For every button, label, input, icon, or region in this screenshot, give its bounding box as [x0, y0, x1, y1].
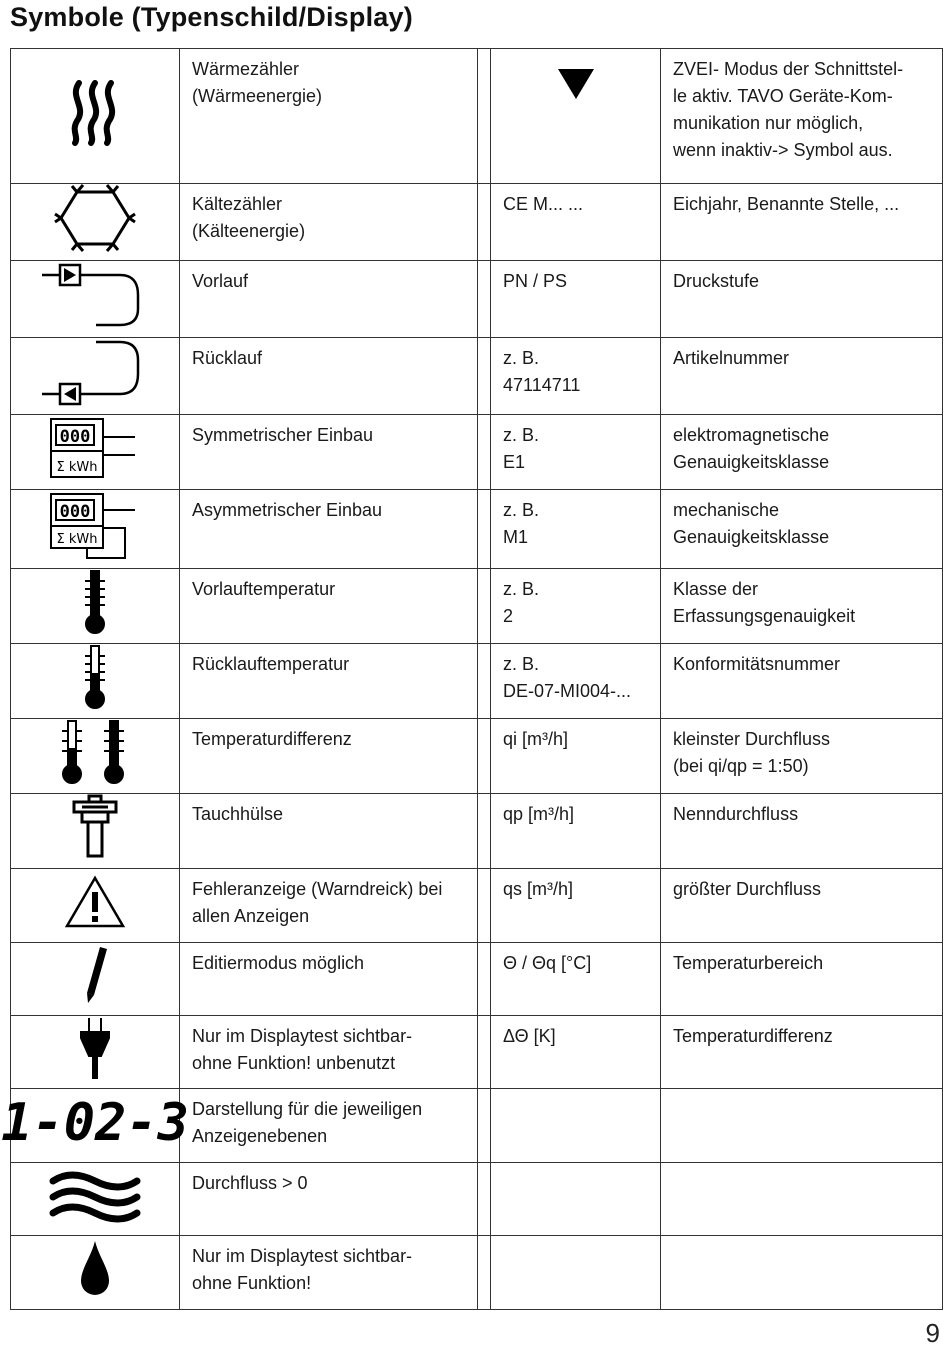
triangle-down-icon [556, 67, 596, 109]
description-line: Vorlauf [192, 271, 249, 291]
description-line: ohne Funktion! [192, 1273, 312, 1293]
flow-pipe-icon [40, 261, 150, 329]
description-line: (Wärmeenergie) [192, 86, 323, 106]
page-title: Symbole (Typenschild/Display) [10, 2, 413, 32]
table-row [11, 1236, 943, 1310]
description-line: Temperaturdifferenz [192, 729, 352, 749]
spacer-cell [478, 1016, 491, 1089]
table-row [11, 184, 943, 261]
description-line: Vorlauftemperatur [192, 579, 336, 599]
meaning-line: elektromagnetische [673, 425, 830, 445]
symbol-cell [11, 644, 180, 719]
description-line: Nur im Displaytest sichtbar- [192, 1246, 413, 1266]
meaning-cell [661, 1236, 943, 1310]
symbol-table [1, 48, 943, 1310]
meaning-cell [661, 338, 943, 415]
segment-display-icon [1, 1092, 189, 1153]
thermometer-return-icon [80, 644, 110, 710]
description-cell [180, 794, 478, 869]
svg-text:000: 000 [59, 427, 91, 447]
symbol-cell [11, 794, 180, 869]
marking-line: qs [m³/h] [503, 879, 574, 899]
marking-line: 2 [503, 606, 514, 626]
meaning-line: Temperaturdifferenz [673, 1026, 833, 1046]
description-cell [180, 1016, 478, 1089]
meaning-cell [661, 415, 943, 490]
description-line: allen Anzeigen [192, 906, 310, 926]
symbol-cell [11, 261, 180, 338]
marking-cell [491, 1016, 661, 1089]
marking-line: qp [m³/h] [503, 804, 575, 824]
marking-line: qi [m³/h] [503, 729, 569, 749]
description-line: Fehleranzeige (Warndreick) bei [192, 879, 443, 899]
meaning-cell [661, 49, 943, 184]
description-line: Editiermodus möglich [192, 953, 365, 973]
marking-cell [491, 719, 661, 794]
description-line: ohne Funktion! unbenutzt [192, 1053, 396, 1073]
meaning-line: Artikelnummer [673, 348, 790, 368]
spacer-cell [478, 1236, 491, 1310]
spacer-cell [478, 644, 491, 719]
marking-cell [491, 1089, 661, 1163]
description-line: Wärmezähler [192, 59, 300, 79]
spacer-cell [478, 869, 491, 943]
meaning-line: munikation nur möglich, [673, 113, 864, 133]
svg-text:Σ kWh: Σ kWh [56, 460, 98, 475]
thermometer-pair-icon [57, 719, 133, 785]
table-row [11, 490, 943, 569]
description-cell [180, 338, 478, 415]
snowflake-hexagon-icon [55, 184, 135, 252]
marking-cell [491, 1163, 661, 1236]
description-line: (Kälteenergie) [192, 221, 306, 241]
description-line: Anzeigenebenen [192, 1126, 328, 1146]
meaning-line: Erfassungsgenauigkeit [673, 606, 856, 626]
heat-waves-icon [65, 77, 125, 147]
marking-cell [491, 49, 661, 184]
marking-line: z. B. [503, 348, 540, 368]
meaning-line: Nenndurchfluss [673, 804, 799, 824]
description-line: Durchfluss > 0 [192, 1173, 308, 1193]
spacer-cell [478, 415, 491, 490]
description-line: Kältezähler [192, 194, 283, 214]
table-row [11, 794, 943, 869]
meaning-cell [661, 719, 943, 794]
meaning-line: Temperaturbereich [673, 953, 824, 973]
table-row [11, 49, 943, 184]
description-line: Darstellung für die jeweiligen [192, 1099, 423, 1119]
description-cell [180, 49, 478, 184]
spacer-cell [478, 338, 491, 415]
description-line: Nur im Displaytest sichtbar- [192, 1026, 413, 1046]
meaning-cell [661, 644, 943, 719]
marking-line: 47114711 [503, 375, 581, 395]
meaning-line: Druckstufe [673, 271, 760, 291]
description-cell [180, 184, 478, 261]
spacer-cell [478, 569, 491, 644]
marking-cell [491, 943, 661, 1016]
marking-cell [491, 184, 661, 261]
table-row [11, 719, 943, 794]
spacer-cell [478, 943, 491, 1016]
symbol-cell [11, 415, 180, 490]
symbol-cell [11, 1016, 180, 1089]
description-cell [180, 490, 478, 569]
meaning-cell [661, 490, 943, 569]
description-cell [180, 415, 478, 490]
spacer-cell [478, 490, 491, 569]
description-line: Symmetrischer Einbau [192, 425, 374, 445]
symbol-cell [11, 943, 180, 1016]
marking-line: E1 [503, 452, 526, 472]
symmetric-install-icon [47, 415, 143, 481]
thermometer-flow-icon [80, 569, 110, 635]
marking-cell [491, 261, 661, 338]
marking-line: CE M... ... [503, 194, 584, 214]
meaning-line: größter Durchfluss [673, 879, 822, 899]
table-row [11, 644, 943, 719]
asymmetric-install-icon [47, 490, 143, 560]
flow-waves-icon [47, 1167, 143, 1223]
meaning-line: (bei qi/qp = 1:50) [673, 756, 809, 776]
description-cell [180, 1089, 478, 1163]
marking-cell [491, 644, 661, 719]
meaning-cell [661, 1089, 943, 1163]
symbol-cell [11, 869, 180, 943]
meaning-cell [661, 1163, 943, 1236]
spacer-cell [478, 184, 491, 261]
description-cell [180, 569, 478, 644]
svg-text:1-02-3: 1-02-3 [1, 1092, 189, 1153]
spacer-cell [478, 261, 491, 338]
marking-line: z. B. [503, 425, 540, 445]
symbol-cell [1, 1089, 189, 1163]
marking-line: z. B. [503, 654, 540, 674]
table-row [11, 415, 943, 490]
symbol-cell [11, 569, 180, 644]
marking-line: M1 [503, 527, 529, 547]
marking-cell [491, 569, 661, 644]
marking-line: z. B. [503, 579, 540, 599]
marking-line: Θ / Θq [°C] [503, 953, 592, 973]
table-row [11, 1016, 943, 1089]
meaning-line: Konformitätsnummer [673, 654, 841, 674]
marking-cell [491, 794, 661, 869]
description-cell [180, 1163, 478, 1236]
marking-cell [491, 415, 661, 490]
pencil-icon [80, 945, 110, 1005]
spacer-cell [478, 719, 491, 794]
meaning-line: mechanische [673, 500, 780, 520]
meaning-line: le aktiv. TAVO Geräte-Kom- [673, 86, 893, 106]
page-number: 9 [925, 1318, 940, 1348]
description-cell [180, 943, 478, 1016]
description-line: Rücklauf [192, 348, 263, 368]
meaning-cell [661, 943, 943, 1016]
warning-triangle-icon [64, 875, 126, 929]
description-cell [180, 869, 478, 943]
marking-line: z. B. [503, 500, 540, 520]
symbol-cell [11, 1163, 180, 1236]
meaning-cell [661, 184, 943, 261]
description-line: Tauchhülse [192, 804, 284, 824]
description-cell [180, 719, 478, 794]
symbol-cell [11, 184, 180, 261]
description-line: Asymmetrischer Einbau [192, 500, 383, 520]
meaning-line: ZVEI- Modus der Schnittstel- [673, 59, 904, 79]
meaning-line: kleinster Durchfluss [673, 729, 831, 749]
svg-text:Σ kWh: Σ kWh [56, 532, 98, 547]
spacer-cell [478, 1163, 491, 1236]
spacer-cell [478, 49, 491, 184]
meaning-cell [661, 869, 943, 943]
table-row [11, 261, 943, 338]
spacer-cell [478, 794, 491, 869]
table-row [11, 569, 943, 644]
meaning-cell [661, 569, 943, 644]
marking-cell [491, 338, 661, 415]
symbol-cell [11, 490, 180, 569]
marking-cell [491, 1236, 661, 1310]
description-line: Rücklauftemperatur [192, 654, 350, 674]
table-row [11, 338, 943, 415]
symbol-cell [11, 338, 180, 415]
symbol-cell [11, 719, 180, 794]
meaning-line: Genauigkeitsklasse [673, 527, 830, 547]
plug-icon [79, 1016, 111, 1080]
table-row [11, 1089, 943, 1163]
symbol-cell [11, 1236, 180, 1310]
marking-cell [491, 869, 661, 943]
meaning-cell [661, 794, 943, 869]
symbol-cell [11, 49, 180, 184]
table-row [11, 943, 943, 1016]
marking-line: ΔΘ [K] [503, 1026, 556, 1046]
svg-text:000: 000 [59, 502, 91, 522]
marking-line: PN / PS [503, 271, 568, 291]
marking-line: DE-07-MI004-... [503, 681, 632, 701]
meaning-cell [661, 1016, 943, 1089]
meaning-line: Genauigkeitsklasse [673, 452, 830, 472]
description-cell [180, 261, 478, 338]
meaning-line: Klasse der [673, 579, 759, 599]
marking-cell [491, 490, 661, 569]
spacer-cell [478, 1089, 491, 1163]
return-pipe-icon [40, 338, 150, 406]
description-cell [180, 1236, 478, 1310]
meaning-cell [661, 261, 943, 338]
meaning-line: wenn inaktiv-> Symbol aus. [673, 140, 893, 160]
table-row [11, 1163, 943, 1236]
drop-icon [77, 1239, 113, 1299]
immersion-sleeve-icon [70, 794, 120, 860]
table-row [11, 869, 943, 943]
description-cell [180, 644, 478, 719]
meaning-line: Eichjahr, Benannte Stelle, ... [673, 194, 900, 214]
